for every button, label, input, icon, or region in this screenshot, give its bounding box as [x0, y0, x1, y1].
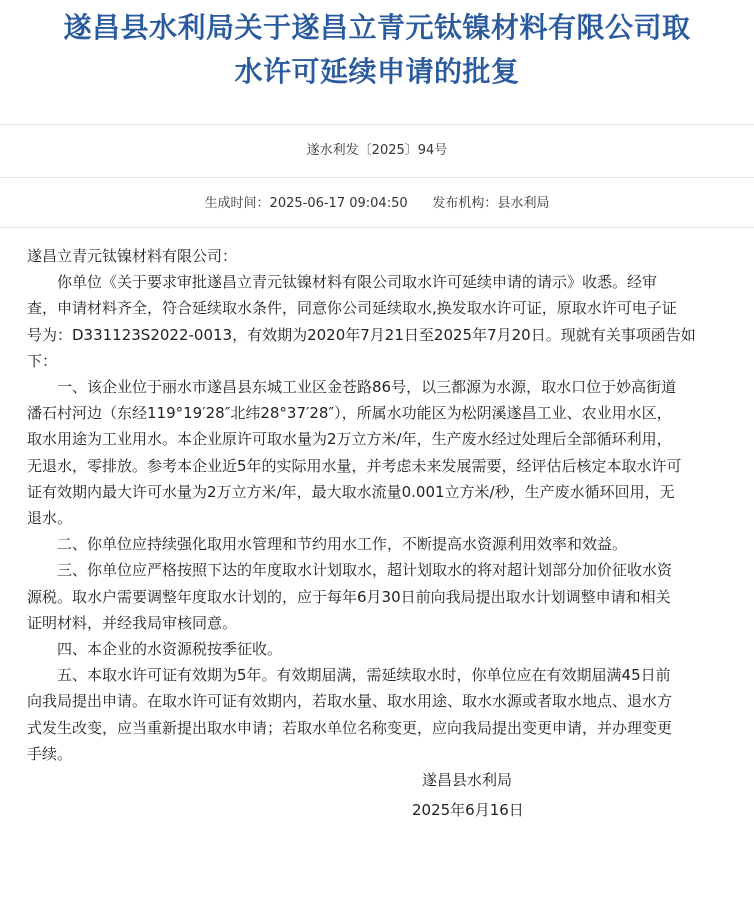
paragraph-item-1	[27, 374, 727, 531]
text-line: 源税。取水户需要调整年度取水计划的，应于每年6月30日前向我局提出取水计划调整申请和相关	[27, 587, 671, 606]
text-line: 三、你单位应严格按照下达的年度取水计划取水，超计划取水的将对超计划部分加价征收水资	[27, 561, 673, 580]
paragraph-item-3	[27, 557, 727, 636]
text-line: 号为：D331123S2022-0013，有效期为2020年7月21日至2025年7月20日。现就有关事项函告如	[27, 325, 696, 344]
paragraph-intro	[27, 269, 727, 374]
text-line: 证有效期内最大许可水量为2万立方米/年，最大取水流量0.001立方米/秒，生产废水循环回用，无	[27, 482, 675, 501]
meta-org-value: 县水利局	[497, 196, 550, 211]
divider-top	[0, 124, 754, 125]
text-line: 退水。	[27, 509, 73, 528]
signature-org: 遂昌县水利局	[422, 771, 513, 790]
text-line: 无退水，零排放。参考本企业近5年的实际用水量，并考虑未来发展需要，经评估后核定本取水许可	[27, 456, 682, 475]
text-line: 你单位《关于要求审批遂昌立青元钛镍材料有限公司取水许可延续申请的请示》收悉。经审	[27, 273, 658, 292]
text-line: 取水用途为工业用水。本企业原许可取水量为2万立方米/年，生产废水经过处理后全部循环利用，	[27, 430, 672, 449]
text-line: 证明材料，并经我局审核同意。	[27, 613, 238, 632]
text-line: 下：	[27, 351, 58, 370]
recipient: 遂昌立青元钛镍材料有限公司：	[27, 247, 238, 265]
text-line: 一、该企业位于丽水市遂昌县东城工业区金苍路86号，以三都源为水源，取水口位于妙高街道	[27, 378, 677, 397]
title-line-1: 遂昌县水利局关于遂昌立青元钛镍材料有限公司取	[63, 11, 691, 44]
text-line: 潘石村河边（东经119°19′28″北纬28°37′28″），所属水功能区为松阴溪遂昌工业、农业用水区，	[27, 404, 672, 423]
paragraph-item-4	[27, 636, 727, 662]
meta-time-label: 生成时间：	[204, 196, 270, 211]
meta-info	[0, 193, 754, 215]
divider-bottom	[0, 227, 754, 228]
text-line: 向我局提出申请。在取水许可证有效期内，若取水量、取水用途、取水水源或者取水地点、退水方	[27, 692, 673, 711]
text-line: 二、你单位应持续强化取用水管理和节约用水工作，不断提高水资源利用效率和效益。	[27, 535, 628, 554]
document-body	[27, 243, 727, 823]
document-number: 遂水利发〔2025〕94号	[306, 143, 448, 158]
signature-date: 2025年6月16日	[412, 801, 524, 820]
text-line: 四、本企业的水资源税按季征收。	[27, 640, 283, 659]
divider-middle	[0, 177, 754, 178]
text-line: 五、本取水许可证有效期为5年。有效期届满，需延续取水时，你单位应在有效期届满45日前	[27, 666, 671, 685]
title-line-2: 水许可延续申请的批复	[234, 55, 520, 88]
text-line: 查，申请材料齐全，符合延续取水条件，同意你公司延续取水,换发取水许可证，原取水许可电子证	[27, 299, 677, 318]
meta-org-label: 发布机构：	[432, 196, 498, 211]
page-title	[0, 6, 754, 94]
text-line: 手续。	[27, 744, 73, 763]
paragraph-item-5	[27, 662, 727, 767]
meta-time-value: 2025-06-17 09:04:50	[269, 196, 408, 211]
paragraph-item-2	[27, 531, 727, 557]
text-line: 式发生改变，应当重新提出取水申请；若取水单位名称变更，应向我局提出变更申请，并办理变更	[27, 718, 673, 737]
